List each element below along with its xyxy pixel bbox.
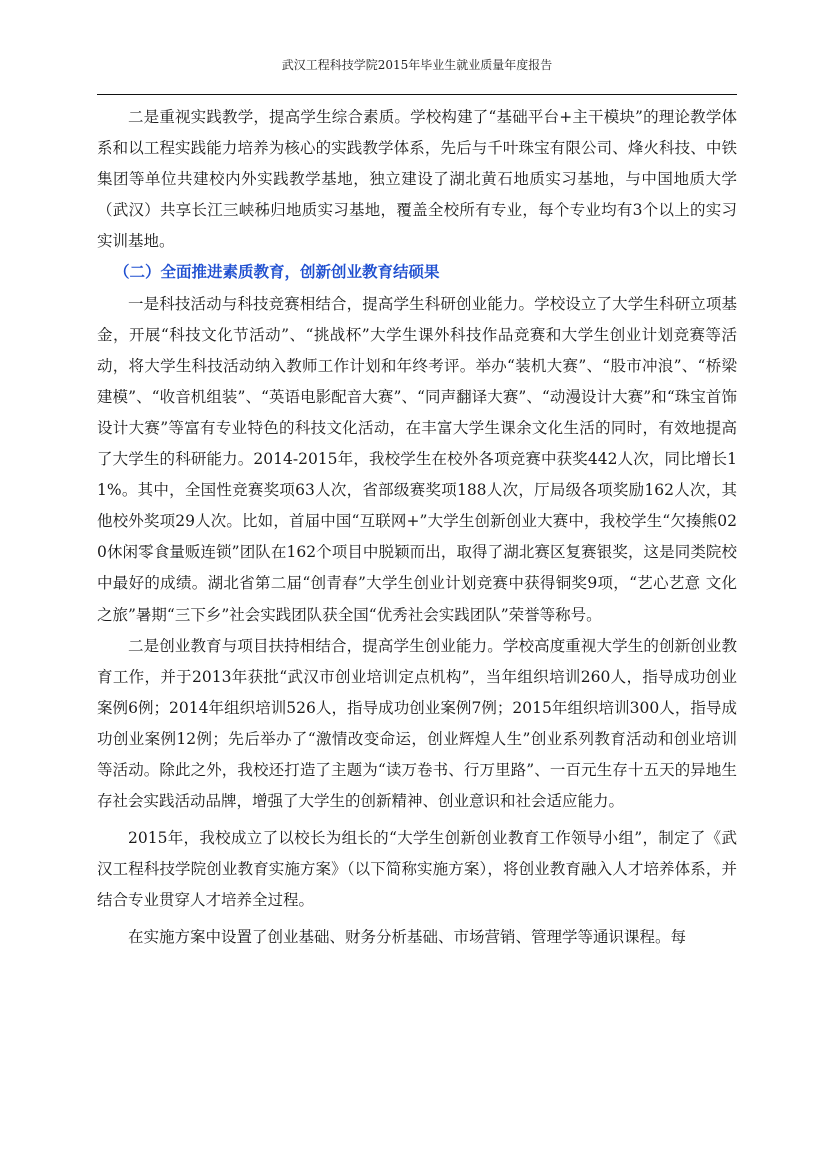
page-header: 武汉工程科技学院2015年毕业生就业质量年度报告 — [281, 58, 553, 72]
paragraph-entrepreneurship-training: 二是创业教育与项目扶持相结合，提高学生创业能力。学校高度重视大学生的创新创业教育工作，并于2013年获批“武汉市创业培训定点机构”，当年组织培训260人，指导成功创业案例6例；2014年组织培训526人，指导成功创业案例7例；2015年组织培训300人，指导成功创业案例12例；先后举办了“激情改变命运，创业辉煌人生”创业系列教育活动和创业培训等活动。除此之外，我校还打造了主题为“读万卷书、行万里路”、一百元生存十五天的异地生存社会实践活动品牌，增强了大学生的创新精神、创业意识和社会适应能力。 — [97, 636, 737, 811]
report-body — [97, 102, 737, 954]
section-heading: （二）全面推进素质教育，创新创业教育结硕果 — [114, 263, 440, 282]
paragraph-science-competitions: 一是科技活动与科技竞赛相结合，提高学生科研创业能力。学校设立了大学生科研立项基金，开展“科技文化节活动”、“挑战杯”大学生课外科技作品竞赛和大学生创业计划竞赛等活动，将大学生科技活动纳入教师工作计划和年终考评。举办“装机大赛”、“股市冲浪”、“桥梁建模”、“收音机组装”、“英语电影配音大赛”、“同声翻译大赛”、“动漫设计大赛”和“珠宝首饰设计大赛”等富有专业特色的科技文化活动，在丰富大学生课余文化生活的同时，有效地提高了大学生的科研能力。2014-2015年，我校学生在校外各项竞赛中获奖442人次，同比增长11%。其中，全国性竞赛奖项63人次，省部级赛奖项188人次，厅局级各项奖励162人次，其他校外奖项29人次。比如，首届中国“互联网+”大学生创新创业大赛中，我校学生“欠揍熊020休闲零食量贩连锁”团队在162个项目中脱颖而出，取得了湖北赛区复赛银奖，这是同类院校中最好的成绩。湖北省第二届“创青春”大学生创业计划竞赛中获得铜奖9项，“艺心艺意 文化之旅”暑期“三下乡”社会实践团队获全国“优秀社会实践团队”荣誉等称号。 — [97, 294, 737, 624]
header-divider — [97, 94, 737, 95]
paragraph-practice-teaching: 二是重视实践教学，提高学生综合素质。学校构建了“基础平台+主干模块”的理论教学体系和以工程实践能力培养为核心的实践教学体系，先后与千叶珠宝有限公司、烽火科技、中铁集团等单位共建校内外实践教学基地，独立建设了湖北黄石地质实习基地，与中国地质大学（武汉）共享长江三峡秭归地质实习基地，覆盖全校所有专业，每个专业均有3个以上的实习实训基地。 — [97, 108, 737, 251]
paragraph-curriculum: 在实施方案中设置了创业基础、财务分析基础、市场营销、管理学等通识课程。每 — [128, 928, 687, 947]
paragraph-leadership-group: 2015年，我校成立了以校长为组长的“大学生创新创业教育工作领导小组”，制定了《武汉工程科技学院创业教育实施方案》（以下简称实施方案），将创业教育融入人才培养体系，并结合专业贯穿人才培养全过程。 — [97, 829, 737, 910]
